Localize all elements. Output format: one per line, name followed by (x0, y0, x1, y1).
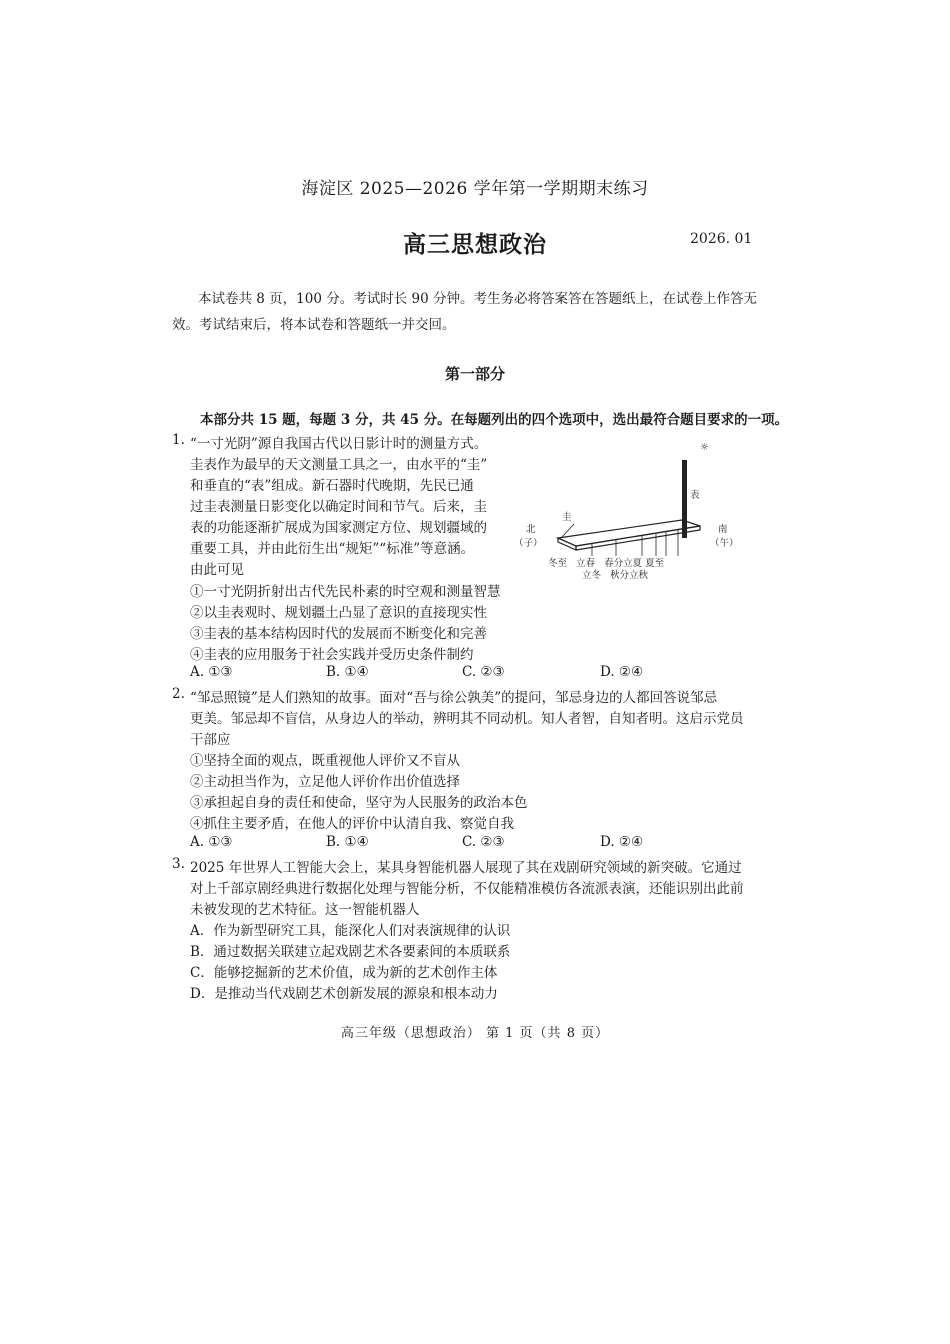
answer-option-c[interactable]: C. ②③ (462, 664, 505, 680)
answer-option-b[interactable]: B. ①④ (326, 834, 369, 850)
gui-pointer (562, 524, 574, 537)
question-stem-line: 更美。邹忌却不盲信，从身边人的举动，辨明其不同动机。知人者智，自知者明。这启示党员 (190, 711, 744, 727)
north-sub-label: （子） (514, 538, 543, 549)
question-number: 3. (172, 856, 185, 872)
question-stem-line: 圭表作为最早的天文测量工具之一，由水平的“圭” (190, 457, 488, 473)
guibiao-figure (514, 426, 750, 586)
statement: ①坚持全面的观点，既重视他人评价又不盲从 (190, 753, 460, 769)
question-stem-line: 表的功能逐渐扩展成为国家测定方位、规划疆域的 (190, 520, 487, 536)
answer-option-c[interactable]: C. ②③ (462, 834, 505, 850)
statement: ②以圭表观时、规划疆土凸显了意识的直接现实性 (190, 605, 487, 621)
answer-option-c[interactable]: C．能够挖掘新的艺术价值，成为新的艺术创作主体 (190, 965, 498, 981)
question-stem-line: 2025 年世界人工智能大会上，某具身智能机器人展现了其在戏剧研究领域的新突破。它通过 (190, 860, 742, 876)
north-label: 北 (526, 524, 536, 535)
answer-option-b[interactable]: B. ①④ (326, 664, 369, 680)
solar-terms-row-1: 冬至 立春 春分立夏 夏至 (548, 558, 665, 569)
instructions-line: 本试卷共 8 页，100 分。考试时长 90 分钟。考生务必将答案答在答题纸上，在试卷上作答无 (198, 291, 757, 307)
answer-option-d[interactable]: D. ②④ (600, 664, 644, 680)
question-stem-line: “一寸光阴”源自我国古代以日影计时的测量方式。 (190, 436, 488, 452)
statement: ②主动担当作为，立足他人评价作出价值选择 (190, 774, 460, 790)
question-number: 2. (172, 686, 185, 702)
statement: ①一寸光阴折射出古代先民朴素的时空观和测量智慧 (190, 584, 501, 600)
statement: ③承担起自身的责任和使命，坚守为人民服务的政治本色 (190, 795, 528, 811)
question-stem-line: 由此可见 (190, 562, 244, 578)
instructions-line: 效。考试结束后，将本试卷和答题纸一并交回。 (172, 317, 456, 333)
question-number: 1. (172, 432, 185, 448)
answer-option-a[interactable]: A．作为新型研究工具，能深化人们对表演规律的认识 (190, 923, 511, 939)
gui-side (558, 538, 576, 550)
biao-label: 表 (690, 490, 700, 501)
statement: ③圭表的基本结构因时代的发展而不断变化和完善 (190, 626, 487, 642)
question-stem-line: 过圭表测量日影变化以确定时间和节气。后来，圭 (190, 499, 487, 515)
exam-title: 海淀区 2025—2026 学年第一学期期末练习 (301, 179, 649, 199)
question-stem-line: 对上千部京剧经典进行数据化处理与智能分析，不仅能精准模仿各流派表演，还能识别出此前 (190, 881, 744, 897)
question-stem-line: “邹忌照镜”是人们熟知的故事。面对“吾与徐公孰美”的提问，邹忌身边的人都回答说邹忌 (190, 690, 718, 706)
page-footer: 高三年级（思想政治） 第 1 页（共 8 页） (340, 1026, 610, 1041)
part-title: 第一部分 (444, 365, 505, 383)
answer-option-a[interactable]: A. ①③ (190, 834, 233, 850)
gui-front (576, 526, 700, 550)
sun-icon: ☼ (700, 442, 709, 453)
statement: ④圭表的应用服务于社会实践并受历史条件制约 (190, 647, 474, 663)
question-stem-line: 和垂直的“表”组成。新石器时代晚期，先民已通 (190, 478, 474, 494)
answer-option-d[interactable]: D. ②④ (600, 834, 644, 850)
solar-terms-row-2: 立冬 秋分立秋 (582, 570, 649, 581)
subject-title: 高三思想政治 (403, 231, 547, 258)
biao-pole (682, 460, 687, 538)
gui-label: 圭 (562, 512, 572, 523)
answer-option-b[interactable]: B．通过数据关联建立起戏剧艺术各要素间的本质联系 (190, 944, 511, 960)
answer-option-d[interactable]: D．是推动当代戏剧艺术创新发展的源泉和根本动力 (190, 986, 498, 1002)
south-label: 南 (718, 524, 728, 535)
answer-option-a[interactable]: A. ①③ (190, 664, 233, 680)
instructions (172, 286, 772, 338)
question-stem-line: 重要工具，并由此衍生出“规矩”“标准”等意涵。 (190, 541, 475, 557)
part-intro: 本部分共 15 题，每题 3 分，共 45 分。在每题列出的四个选项中，选出最符合题目要求的一项。 (200, 412, 789, 428)
question-stem-line: 干部应 (190, 732, 231, 748)
statement: ④抓住主要矛盾，在他人的评价中认清自我、察觉自我 (190, 816, 514, 832)
exam-date: 2026. 01 (690, 231, 753, 247)
question-stem-line: 未被发现的艺术特征。这一智能机器人 (190, 902, 420, 918)
south-sub-label: （午） (710, 538, 739, 549)
